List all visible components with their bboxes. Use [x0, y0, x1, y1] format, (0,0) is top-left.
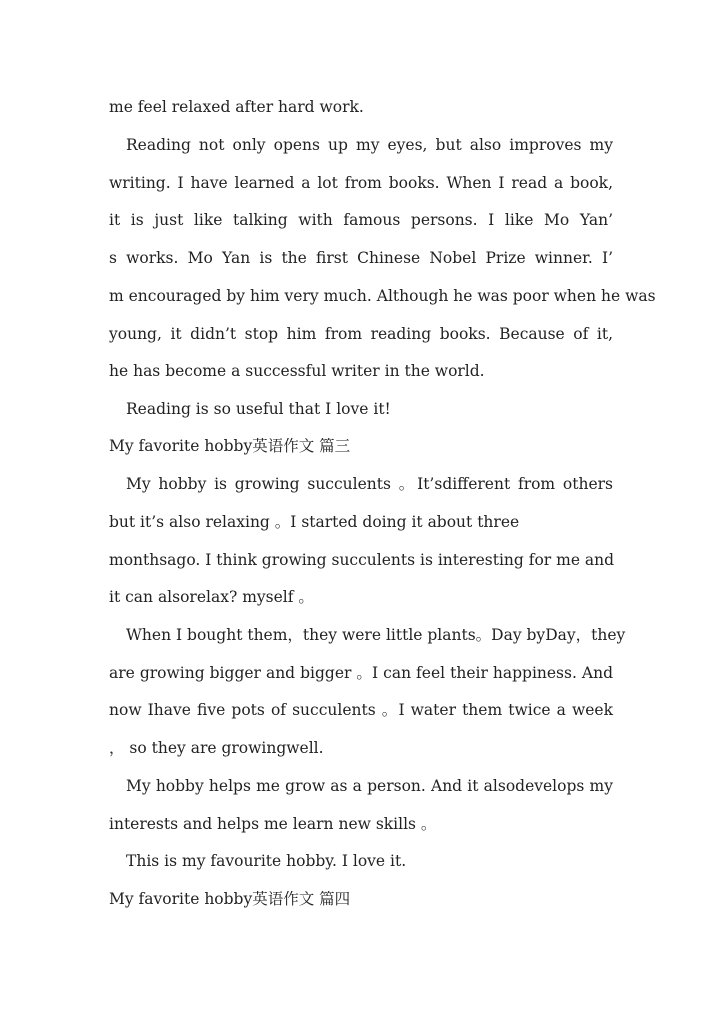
text-line: m encouraged by him very much. Although he was poor when he was [109, 287, 656, 305]
text-line: he has become a successful writer in the world. [109, 362, 485, 380]
text-line: monthsago. I think growing succulents is interesting for me and [109, 551, 615, 569]
text-line: My hobby helps me grow as a person. And it alsodevelops my [126, 777, 613, 795]
text-line: When I bought them，they were little plants。Day byDay，they [126, 626, 626, 644]
text-line: me feel relaxed after hard work. [109, 98, 364, 116]
section-heading: My favorite hobby英语作文 篇三 [109, 437, 351, 455]
section-heading: My favorite hobby英语作文 篇四 [109, 890, 351, 908]
text-line: Reading is so useful that I love it! [126, 400, 391, 418]
text-line: it is just like talking with famous persons. I like Mo Yan’ [109, 211, 613, 229]
text-line: are growing bigger and bigger 。I can feel their happiness. And [109, 664, 613, 682]
text-line: Reading not only opens up my eyes, but also improves my [126, 136, 613, 154]
text-line: s works. Mo Yan is the first Chinese Nobel Prize winner. I’ [109, 249, 613, 267]
text-line: My hobby is growing succulents 。It’sdifferent from others [126, 475, 613, 493]
text-line: This is my favourite hobby. I love it. [126, 852, 407, 870]
text-line: interests and helps me learn new skills 。 [109, 815, 437, 833]
text-line: but it’s also relaxing 。I started doing it about three [109, 513, 520, 531]
text-line: writing. I have learned a lot from books. When I read a book, [109, 174, 613, 192]
text-line: now Ihave five pots of succulents 。I water them twice a week [109, 701, 613, 719]
text-line: ， so they are growingwell. [109, 739, 324, 757]
text-line: young, it didn’t stop him from reading books. Because of it, [109, 325, 613, 343]
text-line: it can alsorelax? myself 。 [109, 588, 314, 606]
